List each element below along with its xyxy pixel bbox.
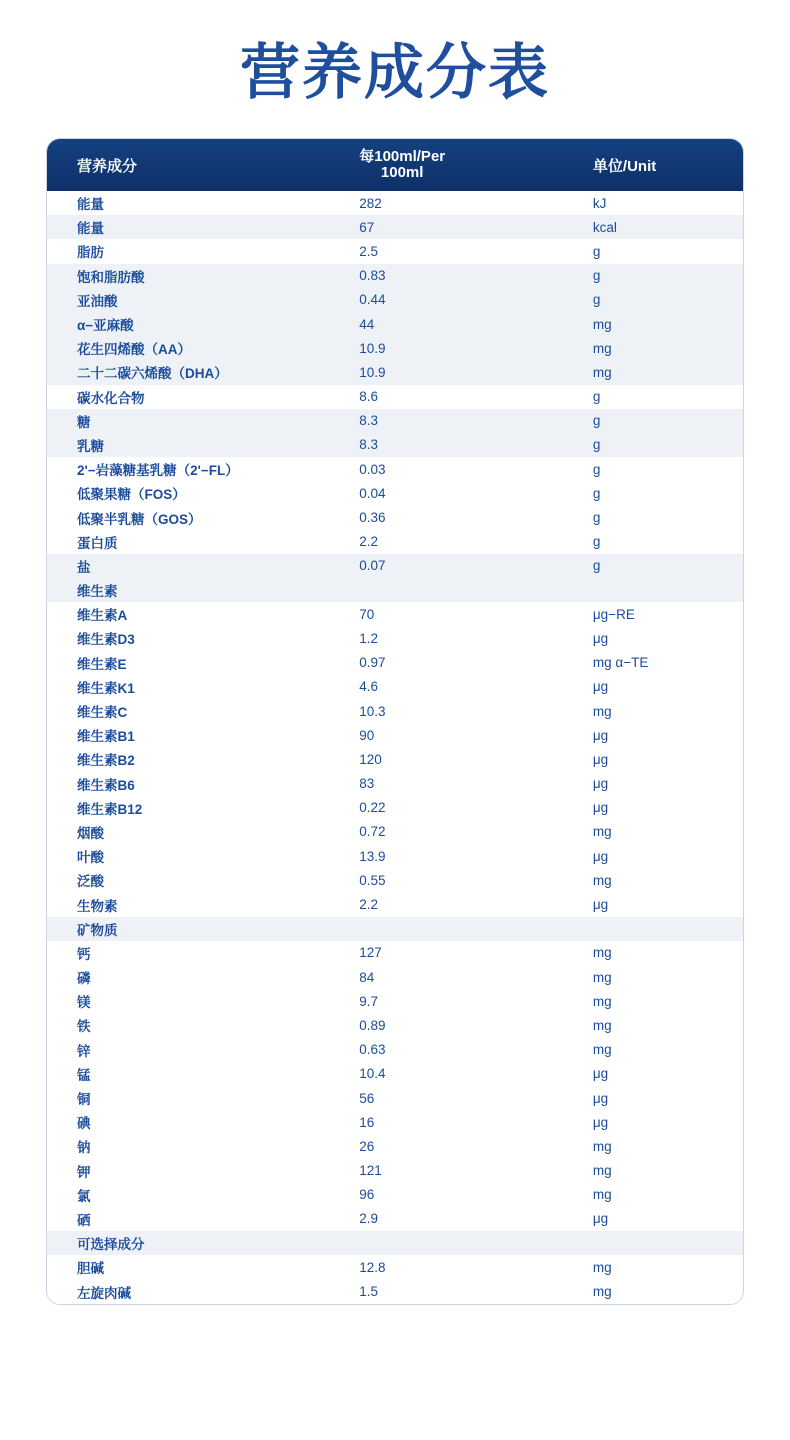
cell-unit: μg: [592, 630, 609, 646]
cell-unit: mg: [592, 1284, 612, 1300]
table-row: [47, 892, 743, 916]
cell-nutrient: α−亚麻酸: [77, 318, 134, 334]
cell-value: 1.5: [359, 1284, 379, 1300]
cell-unit: mg α−TE: [592, 655, 649, 671]
cell-value: 56: [359, 1090, 375, 1106]
table-row: [47, 602, 743, 626]
table-row: [47, 215, 743, 239]
cell-unit: μg: [592, 727, 609, 743]
cell-value: 2.9: [359, 1211, 379, 1227]
cell-unit: kcal: [592, 219, 617, 235]
cell-nutrient: 糖: [77, 414, 91, 430]
cell-nutrient: 钾: [77, 1164, 91, 1180]
cell-value: 10.9: [359, 340, 386, 356]
table-row: [47, 868, 743, 892]
header-per-100ml: [353, 149, 583, 181]
table-row: [47, 820, 743, 844]
cell-value: 83: [359, 776, 375, 792]
table-row: [47, 530, 743, 554]
cell-value: 0.83: [359, 268, 386, 284]
cell-unit: μg: [592, 679, 609, 695]
table-body: [47, 191, 743, 1304]
cell-unit: g: [592, 510, 601, 526]
cell-unit: mg: [592, 1259, 612, 1275]
cell-nutrient: 二十二碳六烯酸（DHA）: [77, 366, 228, 382]
cell-nutrient: 铁: [77, 1019, 91, 1035]
cell-nutrient: 矿物质: [77, 922, 118, 938]
header-unit: 单位/Unit: [592, 157, 657, 175]
cell-value: 96: [359, 1187, 375, 1203]
cell-unit: μg: [592, 1114, 609, 1130]
cell-unit: g: [592, 292, 601, 308]
table-row: [47, 723, 743, 747]
cell-unit: mg: [592, 1187, 612, 1203]
cell-value: 0.36: [359, 510, 386, 526]
cell-value: 0.97: [359, 655, 386, 671]
cell-nutrient: 生物素: [77, 898, 118, 914]
cell-nutrient: 亚油酸: [77, 293, 118, 309]
table-row: [47, 385, 743, 409]
cell-value: 0.03: [359, 461, 386, 477]
cell-nutrient: 维生素B6: [77, 777, 135, 793]
cell-nutrient: 胆碱: [77, 1261, 104, 1277]
cell-unit: μg: [592, 848, 609, 864]
table-row: [47, 336, 743, 360]
table-row: [47, 747, 743, 771]
cell-nutrient: 铜: [77, 1092, 91, 1108]
cell-value: 0.04: [359, 485, 386, 501]
cell-nutrient: 花生四烯酸（AA）: [77, 342, 191, 358]
table-row: [47, 409, 743, 433]
cell-unit: g: [592, 389, 601, 405]
cell-nutrient: 镁: [77, 995, 91, 1011]
cell-unit: mg: [592, 703, 612, 719]
cell-nutrient: 维生素D3: [77, 632, 135, 648]
cell-value: 121: [359, 1163, 382, 1179]
cell-unit: g: [592, 461, 601, 477]
cell-value: 8.3: [359, 413, 379, 429]
cell-value: 8.6: [359, 389, 379, 405]
cell-value: 2.5: [359, 243, 379, 259]
table-row: [47, 941, 743, 965]
cell-unit: g: [592, 243, 601, 259]
cell-value: 16: [359, 1114, 375, 1130]
page-title: 营养成分表: [240, 39, 550, 106]
cell-nutrient: 碘: [77, 1116, 91, 1132]
cell-value: 4.6: [359, 679, 379, 695]
cell-unit: g: [592, 268, 601, 284]
cell-value: 10.3: [359, 703, 386, 719]
table-row: [47, 844, 743, 868]
cell-unit: μg: [592, 800, 609, 816]
cell-unit: mg: [592, 1163, 612, 1179]
cell-nutrient: 饱和脂肪酸: [77, 269, 145, 285]
cell-nutrient: 碳水化合物: [77, 390, 145, 406]
table-row: [47, 1183, 743, 1207]
table-row: [47, 989, 743, 1013]
table-row: [47, 433, 743, 457]
cell-unit: g: [592, 437, 601, 453]
table-row: [47, 1013, 743, 1037]
nutrition-table: [46, 138, 744, 1305]
cell-value: 10.9: [359, 364, 386, 380]
cell-nutrient: 维生素K1: [77, 680, 135, 696]
cell-nutrient: 乳糖: [77, 438, 104, 454]
cell-nutrient: 低聚果糖（FOS）: [77, 487, 186, 503]
cell-unit: μg: [592, 897, 609, 913]
cell-unit: mg: [592, 340, 612, 356]
cell-unit: μg: [592, 776, 609, 792]
cell-value: 9.7: [359, 993, 379, 1009]
cell-unit: mg: [592, 316, 612, 332]
cell-nutrient: 可选择成分: [77, 1237, 145, 1253]
table-row: [47, 264, 743, 288]
table-row: [47, 699, 743, 723]
cell-nutrient: 脂肪: [77, 245, 104, 261]
table-row: [47, 796, 743, 820]
table-row: [47, 1134, 743, 1158]
table-row: [47, 239, 743, 263]
cell-unit: kJ: [592, 195, 607, 211]
cell-value: 0.44: [359, 292, 386, 308]
cell-unit: mg: [592, 1017, 612, 1033]
table-row: [47, 288, 743, 312]
cell-unit: μg: [592, 1066, 609, 1082]
cell-nutrient: 烟酸: [77, 825, 104, 841]
cell-value: 127: [359, 945, 382, 961]
table-row: [47, 1038, 743, 1062]
table-header-row: [47, 139, 743, 191]
cell-nutrient: 2'−岩藻糖基乳糖（2'−FL）: [77, 463, 239, 479]
cell-value: 90: [359, 727, 375, 743]
cell-value: 8.3: [359, 437, 379, 453]
cell-value: 26: [359, 1138, 375, 1154]
cell-value: 282: [359, 195, 382, 211]
table-row: [47, 772, 743, 796]
table-row: [47, 675, 743, 699]
cell-nutrient: 维生素C: [77, 705, 128, 721]
cell-value: 12.8: [359, 1259, 386, 1275]
cell-nutrient: 硒: [77, 1212, 91, 1228]
cell-unit: μg: [592, 1090, 609, 1106]
cell-unit: mg: [592, 364, 612, 380]
cell-nutrient: 钙: [77, 946, 91, 962]
cell-unit: mg: [592, 872, 612, 888]
table-row: [47, 1255, 743, 1279]
cell-unit: μg: [592, 1211, 609, 1227]
cell-nutrient: 能量: [77, 197, 104, 213]
cell-value: 0.63: [359, 1042, 386, 1058]
cell-value: 120: [359, 751, 382, 767]
cell-nutrient: 维生素E: [77, 656, 127, 672]
cell-nutrient: 锌: [77, 1043, 91, 1059]
cell-nutrient: 磷: [77, 971, 91, 987]
cell-nutrient: 左旋肉碱: [77, 1285, 131, 1301]
cell-value: 0.55: [359, 872, 386, 888]
cell-unit: μg−RE: [592, 606, 635, 622]
cell-unit: mg: [592, 824, 612, 840]
cell-nutrient: 维生素: [77, 584, 118, 600]
table-row: [47, 481, 743, 505]
cell-nutrient: 锰: [77, 1067, 91, 1083]
table-section-row: [47, 917, 743, 941]
cell-value: 0.89: [359, 1017, 386, 1033]
cell-unit: g: [592, 413, 601, 429]
table-row: [47, 1062, 743, 1086]
cell-unit: mg: [592, 993, 612, 1009]
cell-nutrient: 能量: [77, 221, 104, 237]
cell-value: 2.2: [359, 534, 379, 550]
cell-value: 0.72: [359, 824, 386, 840]
table-row: [47, 626, 743, 650]
header-per-100ml-line2: 100ml: [380, 163, 424, 181]
table-row: [47, 312, 743, 336]
cell-nutrient: 泛酸: [77, 874, 104, 890]
cell-unit: g: [592, 485, 601, 501]
cell-value: 10.4: [359, 1066, 386, 1082]
table-row: [47, 1279, 743, 1303]
table-row: [47, 1086, 743, 1110]
table-row: [47, 1159, 743, 1183]
table-section-row: [47, 1231, 743, 1255]
cell-value: 84: [359, 969, 375, 985]
cell-unit: μg: [592, 751, 609, 767]
cell-nutrient: 低聚半乳糖（GOS）: [77, 511, 202, 527]
cell-unit: mg: [592, 1138, 612, 1154]
cell-unit: g: [592, 558, 601, 574]
cell-value: 67: [359, 219, 375, 235]
header-per-100ml-line1: 每100ml/Per: [359, 148, 446, 166]
table-section-row: [47, 578, 743, 602]
cell-unit: mg: [592, 945, 612, 961]
table-row: [47, 191, 743, 215]
cell-nutrient: 维生素A: [77, 608, 128, 624]
table-row: [47, 457, 743, 481]
cell-unit: mg: [592, 969, 612, 985]
cell-value: 0.22: [359, 800, 386, 816]
table-row: [47, 1207, 743, 1231]
cell-nutrient: 钠: [77, 1140, 91, 1156]
cell-nutrient: 蛋白质: [77, 535, 118, 551]
cell-nutrient: 维生素B2: [77, 753, 135, 769]
table-row: [47, 1110, 743, 1134]
table-row: [47, 505, 743, 529]
cell-nutrient: 维生素B1: [77, 729, 135, 745]
cell-nutrient: 叶酸: [77, 850, 104, 866]
cell-unit: mg: [592, 1042, 612, 1058]
cell-nutrient: 维生素B12: [77, 801, 143, 817]
table-row: [47, 651, 743, 675]
header-nutrient: 营养成分: [77, 157, 138, 175]
table-row: [47, 965, 743, 989]
cell-unit: g: [592, 534, 601, 550]
cell-nutrient: 氯: [77, 1188, 91, 1204]
cell-value: 0.07: [359, 558, 386, 574]
cell-value: 44: [359, 316, 375, 332]
cell-value: 1.2: [359, 630, 379, 646]
cell-value: 2.2: [359, 897, 379, 913]
table-row: [47, 360, 743, 384]
cell-nutrient: 盐: [77, 559, 91, 575]
cell-value: 13.9: [359, 848, 386, 864]
cell-value: 70: [359, 606, 375, 622]
table-row: [47, 554, 743, 578]
